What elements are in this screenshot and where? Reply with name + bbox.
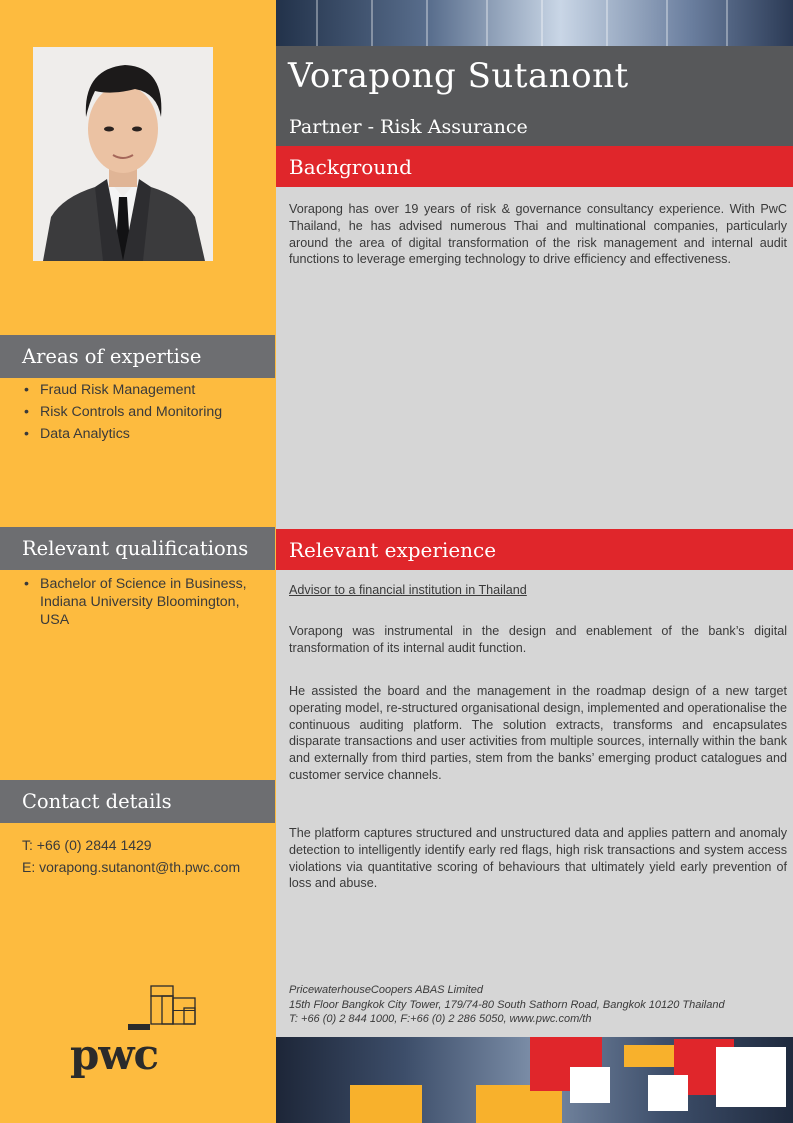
footer-contact: T: +66 (0) 2 844 1000, F:+66 (0) 2 286 5050, www.pwc.com/th — [289, 1013, 592, 1025]
background-text: Vorapong has over 19 years of risk & governance consultancy experience. With PwC Thailand, he has advised numerous Thai and multinational companies, particularly around the area of digital transformation of the risk management and internal audit functions to leverage emerging technology to drive efficiency and effectiveness. — [289, 202, 787, 267]
bottom-banner-image — [276, 1037, 793, 1123]
experience-heading: Relevant experience — [289, 538, 497, 562]
experience-paragraph: He assisted the board and the management in the roadmap design of a new target operating model, re-structured organisational design, implemented and operationalise the continuous auditing platform. The solution extracts, transforms and encapsulates disparate transactions and user activities from multiple sources, internally within the bank and externally from third parties, stem from the banks’ emerging product catalogues and customer service channels. — [289, 684, 787, 782]
top-banner-image — [276, 0, 793, 46]
list-item: • Data Analytics — [22, 423, 272, 445]
list-item: • Risk Controls and Monitoring — [22, 401, 272, 423]
footer-street: 15th Floor Bangkok City Tower, 179/74-80 South Sathorn Road, Bangkok 10120 Thailand — [289, 998, 725, 1011]
expertise-list — [22, 379, 272, 445]
qualifications-header — [0, 527, 275, 570]
pwc-logo — [70, 984, 210, 1084]
experience-subheading: Advisor to a financial institution in Thailand — [289, 583, 527, 597]
decor-block — [716, 1047, 786, 1107]
experience-header — [276, 529, 793, 570]
profile-photo — [33, 47, 213, 261]
decor-block — [350, 1085, 422, 1123]
background-heading: Background — [289, 155, 412, 179]
pwc-logo-text: pwc — [70, 1030, 159, 1079]
decor-block — [648, 1075, 688, 1111]
contact-heading: Contact details — [22, 790, 172, 813]
person-title: Partner - Risk Assurance — [289, 116, 528, 138]
person-name: Vorapong Sutanont — [288, 56, 629, 96]
list-item: • Fraud Risk Management — [22, 379, 272, 401]
qualifications-heading: Relevant qualifications — [22, 537, 249, 560]
list-item: • Bachelor of Science in Business, Indiana University Bloomington, USA — [22, 575, 262, 629]
name-header — [276, 46, 793, 146]
decor-block — [570, 1067, 610, 1103]
contact-email[interactable]: E: vorapong.sutanont@th.pwc.com — [22, 859, 241, 875]
footer-company: PricewaterhouseCoopers ABAS Limited — [289, 984, 484, 996]
expertise-heading: Areas of expertise — [22, 345, 202, 368]
contact-header — [0, 780, 275, 823]
footer-address — [289, 983, 789, 1027]
experience-paragraph: Vorapong was instrumental in the design and enablement of the bank’s digital transformation of its internal audit function. — [289, 624, 787, 655]
background-header — [276, 146, 793, 187]
contact-phone: T: +66 (0) 2844 1429 — [22, 837, 152, 853]
experience-paragraph: The platform captures structured and unstructured data and applies pattern and anomaly detection to intelligently identify early red flags, high risk transactions and system access violations via quantitative scoring of behaviours that ultimately yield early prevention of loss and abuse. — [289, 826, 787, 891]
expertise-header — [0, 335, 275, 378]
qualifications-list — [22, 575, 262, 629]
